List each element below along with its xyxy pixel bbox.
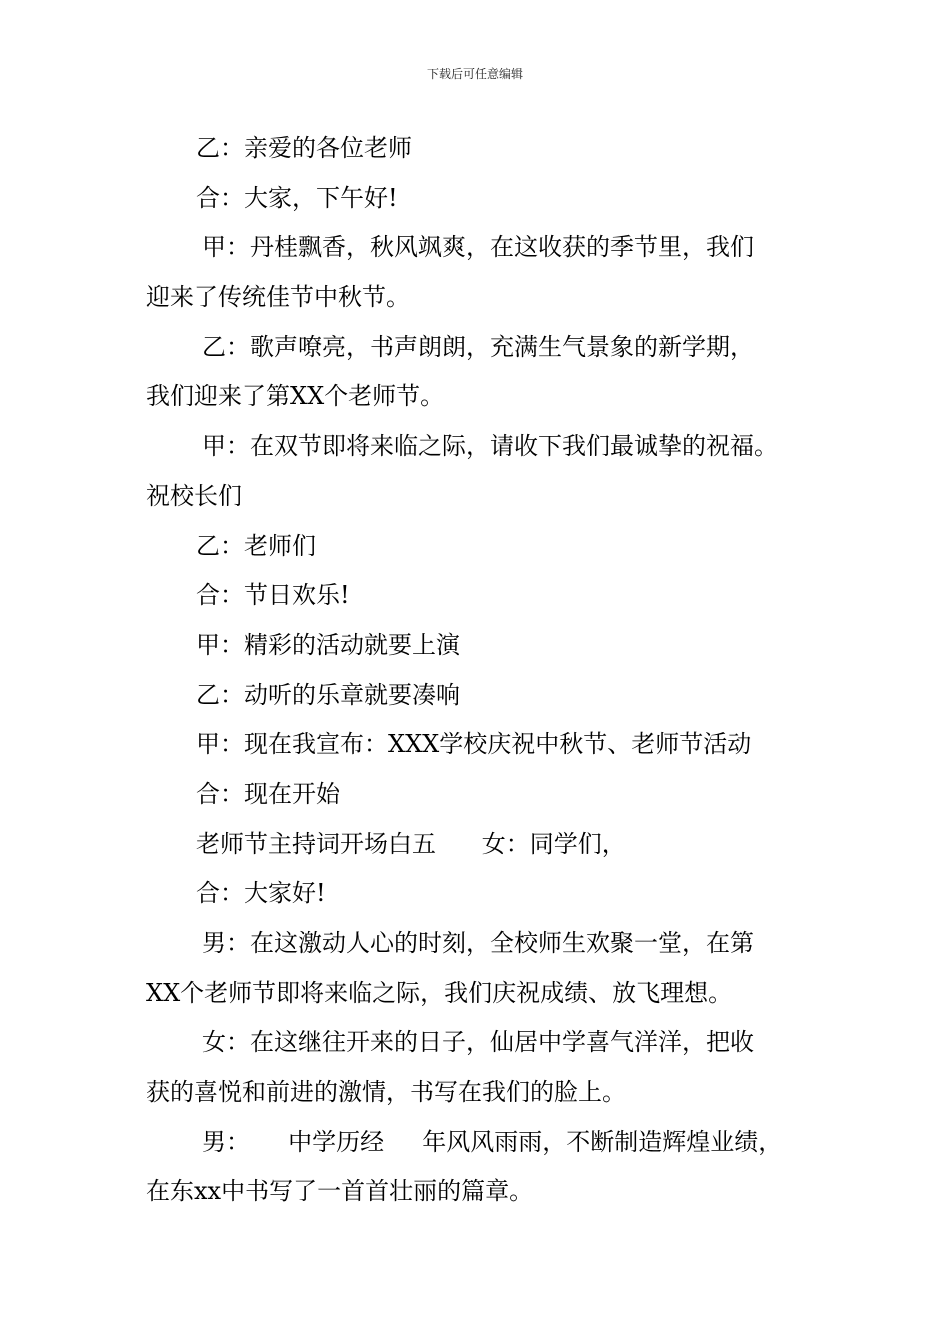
text-line: 乙：亲爱的各位老师: [196, 134, 412, 162]
text-line: 合：现在开始: [196, 779, 340, 808]
text-line: 甲：现在我宣布：XXX学校庆祝中秋节、老师节活动: [196, 730, 752, 759]
text-line: 我们迎来了第XX个老师节。: [146, 382, 445, 411]
text-line: 甲：在双节即将来临之际，请收下我们最诚挚的祝福。: [202, 432, 778, 461]
text-line: 男： 中学历经 年风风雨雨，不断制造辉煌业绩，: [202, 1127, 783, 1156]
text-line: 老师节主持词开场白五 女：同学们，: [196, 829, 626, 858]
page-header: 下载后可任意编辑: [426, 67, 523, 81]
text-line: 乙：动听的乐章就要凑响: [196, 680, 460, 709]
text-line: 男：在这激动人心的时刻，全校师生欢聚一堂，在第: [202, 929, 754, 957]
text-line: 迎来了传统佳节中秋节。: [146, 283, 410, 312]
text-line: 乙：老师们: [196, 531, 316, 560]
text-line: 甲：精彩的活动就要上演: [196, 630, 460, 659]
text-line: 合：大家好!: [196, 879, 326, 908]
text-line: 乙：歌声嘹亮，书声朗朗，充满生气景象的新学期，: [202, 332, 754, 361]
text-line: 获的喜悦和前进的激情，书写在我们的脸上。: [146, 1078, 626, 1107]
text-line: 合：大家，下午好!: [196, 183, 398, 212]
text-line: 在东xx中书写了一首首壮丽的篇章。: [146, 1177, 534, 1206]
text-line: 合：节日欢乐!: [196, 581, 350, 610]
text-line: XX个老师节即将来临之际，我们庆祝成绩、放飞理想。: [146, 978, 733, 1007]
text-line: 女：在这继往开来的日子，仙居中学喜气洋洋，把收: [202, 1028, 754, 1057]
text-line: 甲：丹桂飘香，秋风飒爽，在这收获的季节里，我们: [202, 233, 754, 262]
text-line: 祝校长们: [146, 481, 242, 510]
document-body: [146, 124, 836, 1217]
